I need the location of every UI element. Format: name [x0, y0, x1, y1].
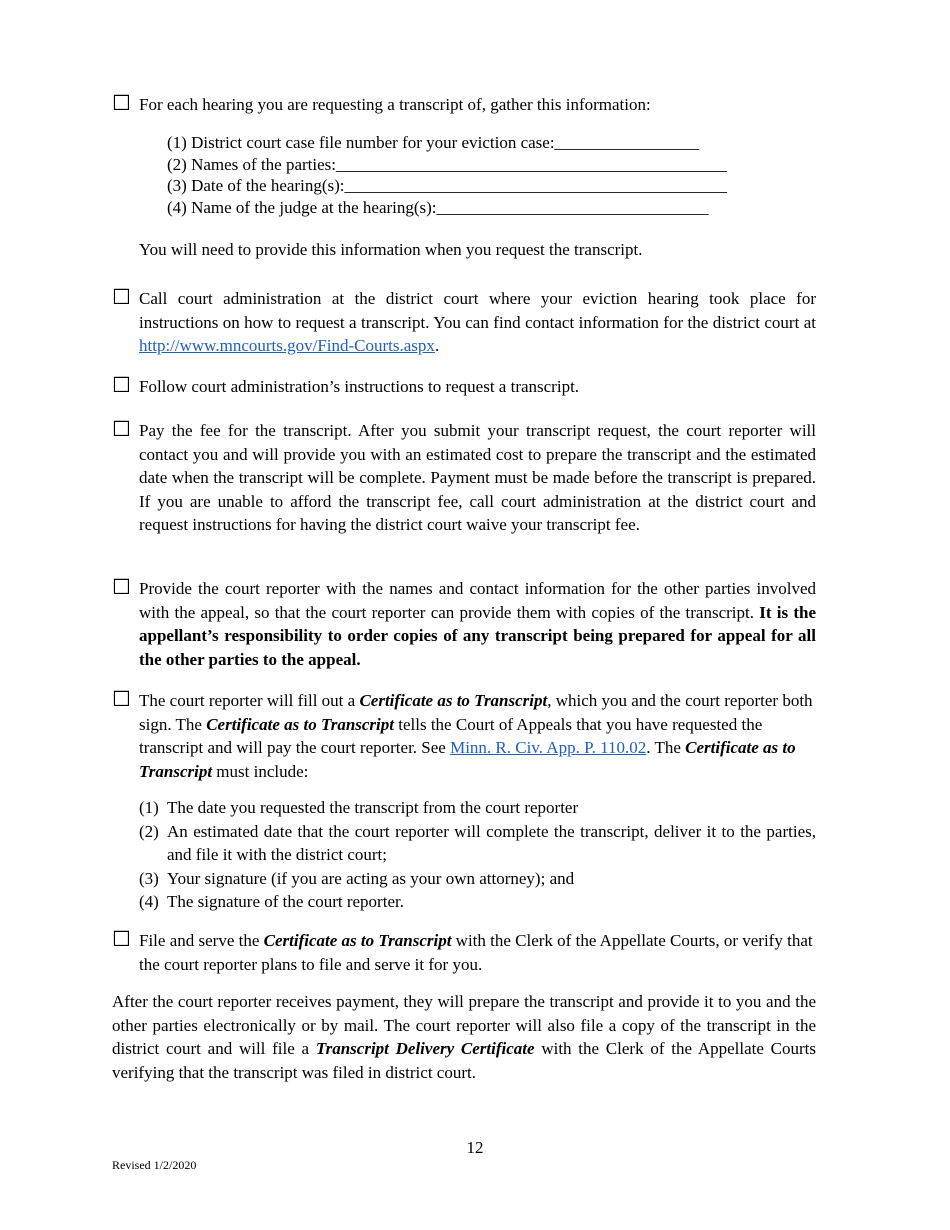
page-number: 12: [466, 1138, 484, 1157]
info-list-item: (4) Name of the judge at the hearing(s):________________________________: [167, 197, 709, 217]
checklist-text: Follow court administration’s instructions to request a transcript.: [139, 377, 580, 396]
find-courts-link[interactable]: http://www.mncourts.gov/Find-Courts.aspx: [139, 336, 435, 355]
responsibility-notice: It is the appellant’s responsibility to order copies of any transcript being prepared for appeal for all the other parties to the appeal.: [139, 602, 817, 669]
certificate-requirements-list: [139, 796, 816, 914]
requirement-item: (3) Your signature (if you are acting as your own attorney); and: [139, 868, 575, 888]
checkbox-icon[interactable]: ☐: [112, 373, 131, 397]
checkbox-icon[interactable]: ☐: [112, 575, 131, 599]
rule-110-02-link[interactable]: Minn. R. Civ. App. P. 110.02: [450, 738, 647, 757]
checklist-text: Provide the court reporter with the names and contact information for the other parties involved with the appeal, so that the court reporter can provide them with copies of the transcript. It is the appellant’s responsibility to order copies of any transcript being prepared for appeal for all the other parties to the appeal.: [139, 579, 817, 669]
checkbox-icon[interactable]: ☐: [112, 687, 131, 711]
checklist-item-call-court: [112, 287, 816, 358]
checklist-item-gather-info: [112, 93, 816, 117]
checklist-item-pay-fee: [112, 419, 816, 537]
info-note: You will need to provide this information when you request the transcript.: [139, 240, 643, 259]
requirement-item: (4) The signature of the court reporter.: [139, 892, 404, 911]
checklist-item-certificate: [112, 689, 816, 783]
requirement-item: (2) An estimated date that the court reporter will complete the transcript, deliver it to the parties, and file it with the district court;: [139, 821, 816, 864]
checklist-item-follow-instructions: [112, 375, 816, 399]
checklist-text: The court reporter will fill out a Certificate as to Transcript, which you and the court reporter both sign. The Certificate as to Transcript tells the Court of Appeals that you have requested the transcript and will pay the court reporter. See Minn. R. Civ. App. P. 110.02. The Certificate as to Transcript must include:: [139, 691, 813, 781]
checklist-text: Pay the fee for the transcript. After you submit your transcript request, the court reporter will contact you and will provide you with an estimated cost to prepare the transcript and the estimated date when the transcript will be complete. Payment must be made before the transcript is prepared. If you are unable to afford the transcript fee, call court administration at the district court and request instructions for having the district court waive your transcript fee.: [139, 421, 816, 534]
checklist-item-file-serve: [112, 929, 816, 976]
info-list-item: (2) Names of the parties:______________________________________________: [167, 154, 727, 174]
info-list: [167, 132, 727, 218]
checklist-text: File and serve the Certificate as to Transcript with the Clerk of the Appellate Courts, or verify that the court reporter plans to file and serve it for you.: [139, 931, 813, 974]
checklist-item-provide-contacts: [112, 577, 816, 671]
checklist-text: For each hearing you are requesting a transcript of, gather this information:: [139, 95, 651, 114]
checkbox-icon[interactable]: ☐: [112, 927, 131, 951]
checkbox-icon[interactable]: ☐: [112, 417, 131, 441]
requirement-item: (1) The date you requested the transcript from the court reporter: [139, 798, 579, 817]
revised-date: Revised 1/2/2020: [112, 1158, 197, 1172]
closing-paragraph: After the court reporter receives payment, they will prepare the transcript and provide it to you and the other parties electronically or by mail. The court reporter will also file a copy of the transcript in the district court and will file a Transcript Delivery Certificate with the Clerk of the Appellate Courts verifying that the transcript was filed in district court.: [112, 992, 816, 1082]
checkbox-icon[interactable]: ☐: [112, 285, 131, 309]
info-list-item: (1) District court case file number for your eviction case:_________________: [167, 133, 700, 152]
checkbox-icon[interactable]: ☐: [112, 91, 131, 115]
checklist-text: Call court administration at the district court where your eviction hearing took place for instructions on how to request a transcript. You can find contact information for the district court at http://www.mncourts.gov/Find-Courts.aspx.: [139, 289, 816, 355]
info-list-item: (3) Date of the hearing(s):_____________________________________________: [167, 176, 727, 195]
